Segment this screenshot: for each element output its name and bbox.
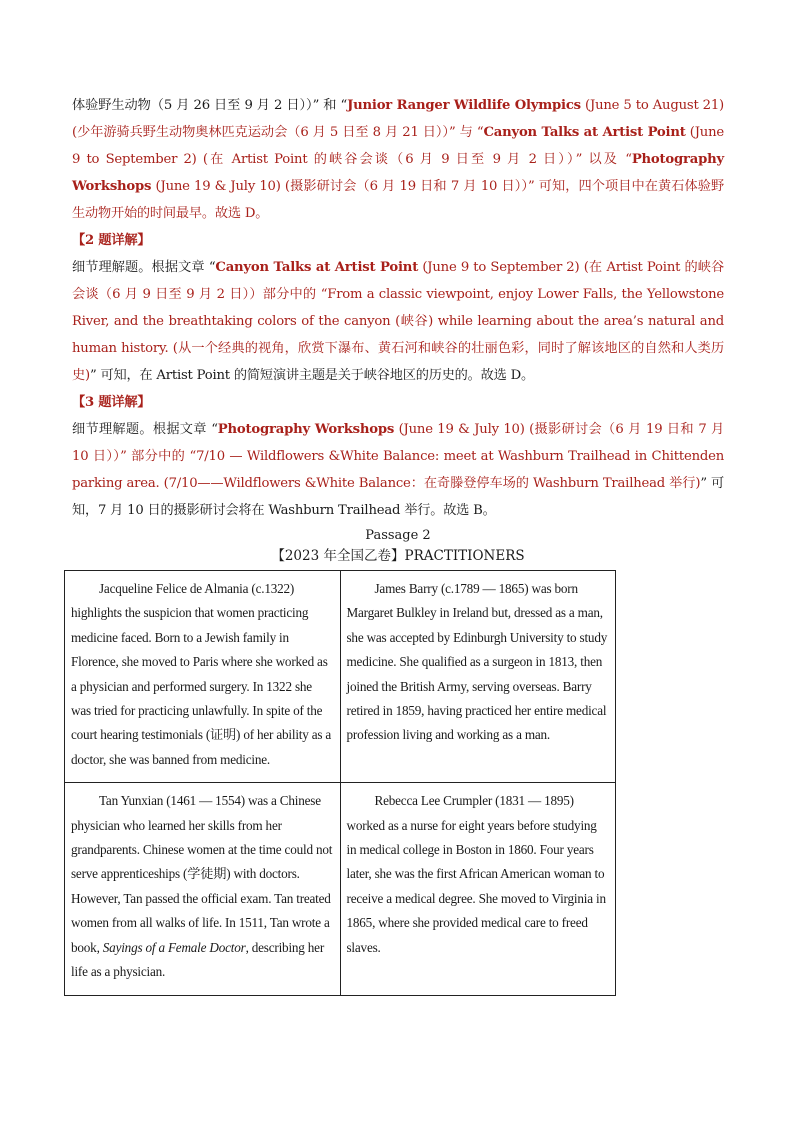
passage-title: 【2023 年全国乙卷】PRACTITIONERS	[271, 548, 525, 564]
paragraph	[72, 254, 724, 389]
highlight-title: Canyon Talks at Artist Point	[215, 260, 419, 275]
text-span: 体验野生动物（5 月 26 日至 9 月 2 日））” 和 “	[72, 98, 348, 113]
table-cell	[340, 783, 616, 995]
cell-text: Tan Yunxian (1461 — 1554) was a Chinese physician who learned her skills from her grandparents. Chinese women at the time could not serve apprenticeships (学徒期) with doctors. However, Tan passed the official exam. Tan treated women from all walks of life. In 1511, Tan wrote a book,	[71, 793, 333, 955]
highlight-title: Junior Ranger Wildlife Olympics	[347, 98, 581, 113]
highlight-title: Photography Workshops	[72, 152, 724, 194]
highlight-title: Photography Workshops	[217, 422, 395, 437]
quoted-text: (June 5 to August 21) (少年游骑兵野生动物奥林匹克运动会（6 月 5 日至 8 月 21 日））” 与 “	[72, 98, 725, 140]
quoted-text: (June 19 & July 10) (摄影研讨会（6 月 19 日和 7 月 10 日））” 部分中的 “	[72, 422, 724, 464]
table-cell	[340, 571, 616, 783]
quoted-text: (June 19 & July 10) (摄影研讨会（6 月 19 日和 7 月 10 日））” 可知，四个项目中在黄石体验野生动物开始的时间最早。故选 D。	[72, 179, 724, 221]
text-span: ” 可知，7 月 10 日的摄影研讨会将在 Washburn Trailhead 举行。故选 B。	[72, 476, 725, 518]
text-span: 细节理解题。根据文章 “	[72, 422, 218, 437]
text-span: ” 可知，在 Artist Point 的简短演讲主题是关于峡谷地区的历史的。故选 D。	[89, 368, 534, 383]
section-heading-3: 【3 题详解】	[72, 395, 151, 410]
passage-label: Passage 2	[365, 528, 431, 543]
cell-text: , describing her life as a physician.	[71, 939, 325, 980]
paragraph	[72, 92, 724, 227]
table-row	[65, 571, 616, 783]
quoted-text: (June 9 to September 2) (在 Artist Point 的峡谷会谈（6 月 9 日至 9 月 2 日））部分中的 “	[72, 260, 724, 302]
cell-text: Jacqueline Felice de Almania (c.1322) highlights the suspicion that women practicing medicine faced. Born to a Jewish family in Florence, she moved to Paris where she worked as a physician and performed surgery. In 1322 she was tried for practicing unlawfully. In spite of the court hearing testimonials (证明) of her ability as a doctor, she was banned from medicine.	[71, 581, 332, 767]
cell-text: Rebecca Lee Crumpler (1831 — 1895) worked as a nurse for eight years before studying in medical college in Boston in 1860. Four years later, she was the first African American woman to receive a medical degree. She moved to Virginia in 1865, where she provided medical care to freed slaves.	[346, 793, 606, 955]
text-span: 细节理解题。根据文章 “	[72, 260, 216, 275]
cell-text: James Barry (c.1789 — 1865) was born Margaret Bulkley in Ireland but, dressed as a man, she was accepted by Edinburgh University to study medicine. She qualified as a surgeon in 1813, then joined the British Army, serving overseas. Barry retired in 1859, having practiced her entire medical profession living and working as a man.	[346, 581, 608, 743]
section-heading-2: 【2 题详解】	[72, 233, 151, 248]
answer-explanation-1	[72, 92, 724, 524]
table-cell	[65, 783, 341, 995]
highlight-title: Canyon Talks at Artist Point	[483, 125, 686, 140]
paragraph	[72, 416, 724, 524]
table-row	[65, 783, 616, 995]
page-content	[72, 92, 724, 996]
quoted-text: (June 9 to September 2) (在 Artist Point 的峡谷会谈（6 月 9 日至 9 月 2 日））” 以及 “	[72, 125, 724, 167]
quoted-text: 7/10 — Wildflowers &White Balance: meet at Washburn Trailhead in Chittenden parking area. (7/10——Wildflowers &White Balance：在奇滕登停车场的 Washburn Trailhead 举行)	[72, 449, 724, 491]
table-cell	[65, 571, 341, 783]
quoted-text: From a classic viewpoint, enjoy Lower Falls, the Yellowstone River, and the breathtaking colors of the canyon (峡谷) while learning about the area’s natural and human history. (从一个经典的视角，欣赏下瀑布、黄石河和峡谷的壮丽色彩，同时了解该地区的自然和人类历史)	[72, 287, 724, 383]
practitioners-table	[64, 570, 616, 996]
book-title: Sayings of a Female Doctor	[102, 939, 246, 955]
